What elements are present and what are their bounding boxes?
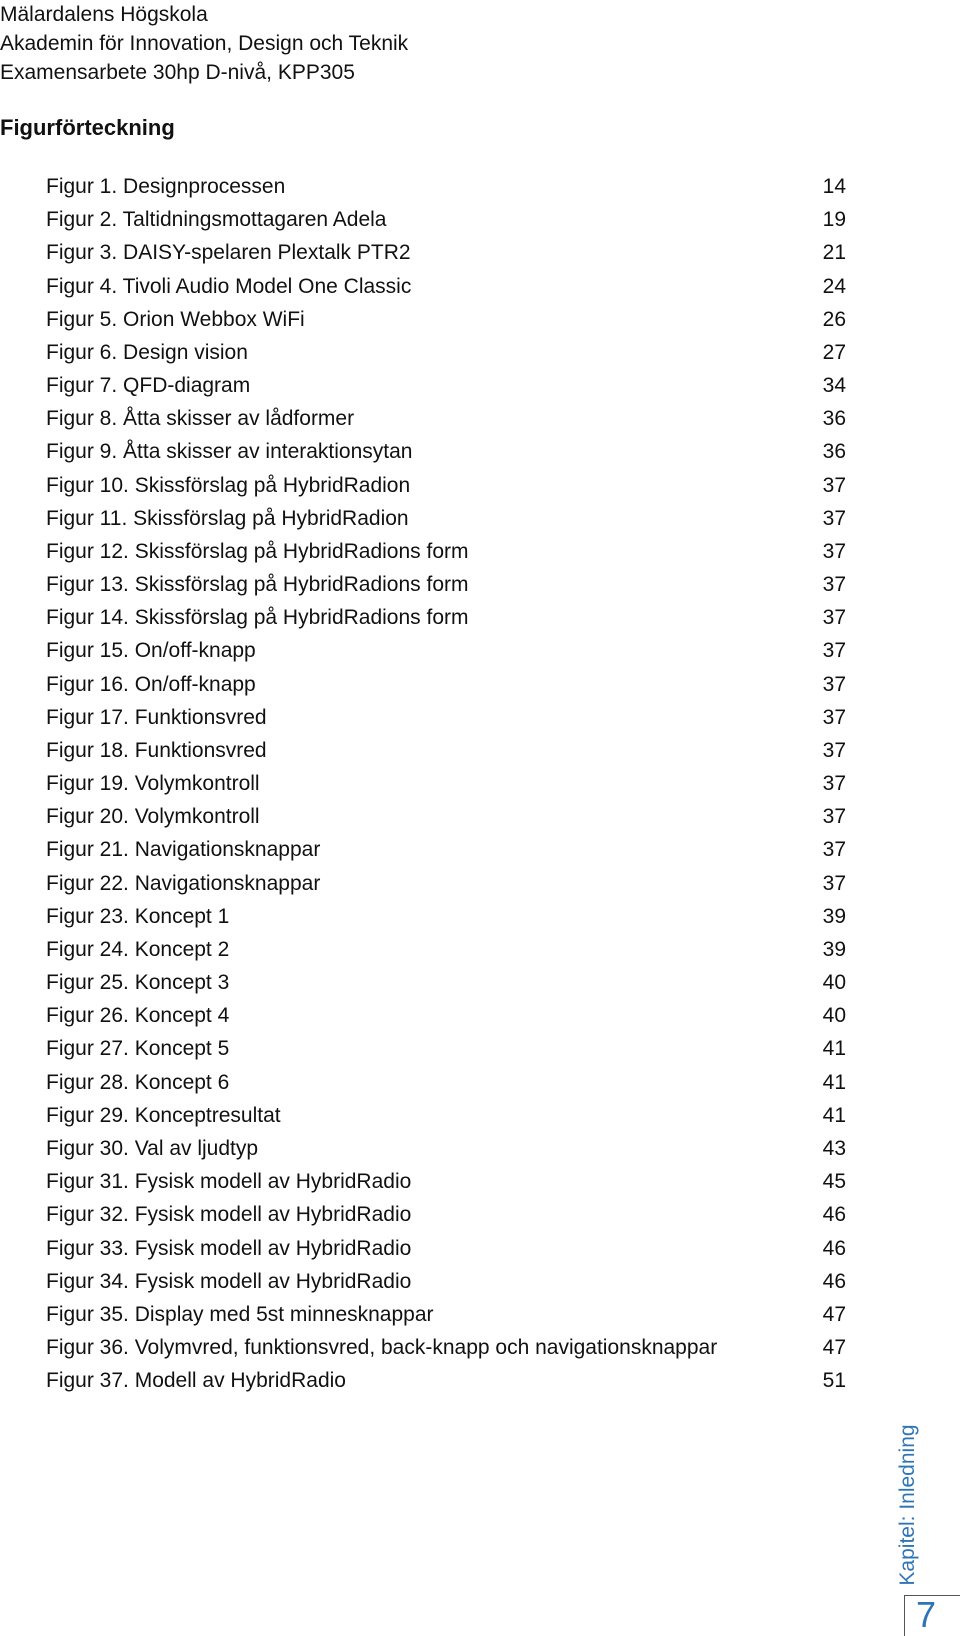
figure-page-number: 40 [822, 971, 846, 995]
header-course: Examensarbete 30hp D-nivå, KPP305 [0, 61, 355, 84]
list-item[interactable] [46, 1364, 846, 1397]
header-department: Akademin för Innovation, Design och Teknik [0, 32, 409, 55]
figure-page-number: 47 [822, 1302, 846, 1326]
figure-page-number: 40 [822, 1004, 846, 1028]
figure-page-number: 34 [822, 374, 846, 398]
figure-page-number: 37 [822, 573, 846, 597]
list-item[interactable] [46, 668, 846, 701]
list-item[interactable] [46, 1032, 846, 1065]
figure-title: Figur 6. Design vision [46, 340, 248, 364]
list-item[interactable] [46, 535, 846, 568]
figure-title: Figur 36. Volymvred, funktionsvred, back-knapp och navigationsknappar [46, 1336, 718, 1360]
figure-page-number: 45 [822, 1170, 846, 1194]
list-item[interactable] [46, 270, 846, 303]
figure-title: Figur 9. Åtta skisser av interaktionsytan [46, 440, 413, 464]
figure-title: Figur 5. Orion Webbox WiFi [46, 307, 305, 331]
list-item[interactable] [46, 402, 846, 435]
list-item[interactable] [46, 601, 846, 634]
figure-list [46, 170, 846, 1397]
figure-page-number: 24 [822, 274, 846, 298]
document-header [0, 0, 408, 87]
figure-page-number: 37 [822, 772, 846, 796]
figure-title: Figur 25. Koncept 3 [46, 971, 230, 995]
figure-title: Figur 34. Fysisk modell av HybridRadio [46, 1269, 412, 1293]
list-item[interactable] [46, 170, 846, 203]
figure-title: Figur 24. Koncept 2 [46, 937, 230, 961]
figure-title: Figur 30. Val av ljudtyp [46, 1136, 259, 1160]
figure-title: Figur 12. Skissförslag på HybridRadions form [46, 539, 469, 563]
figure-page-number: 27 [822, 340, 846, 364]
figure-title: Figur 27. Koncept 5 [46, 1037, 230, 1061]
page-title: Figurförteckning [0, 115, 175, 140]
figure-title: Figur 29. Konceptresultat [46, 1103, 281, 1127]
list-item[interactable] [46, 1331, 846, 1364]
list-item[interactable] [46, 1132, 846, 1165]
figure-page-number: 37 [822, 705, 846, 729]
list-item[interactable] [46, 203, 846, 236]
figure-page-number: 37 [822, 805, 846, 829]
list-item[interactable] [46, 933, 846, 966]
chapter-name: Inledning [896, 1424, 919, 1510]
figure-title: Figur 23. Koncept 1 [46, 904, 230, 928]
figure-page-number: 37 [822, 639, 846, 663]
figure-title: Figur 8. Åtta skisser av lådformer [46, 407, 355, 431]
list-item[interactable] [46, 1298, 846, 1331]
list-item[interactable] [46, 1066, 846, 1099]
figure-title: Figur 28. Koncept 6 [46, 1070, 230, 1094]
figure-page-number: 37 [822, 606, 846, 630]
figure-title: Figur 35. Display med 5st minnesknappar [46, 1302, 434, 1326]
list-item[interactable] [46, 800, 846, 833]
figure-title: Figur 1. Designprocessen [46, 175, 286, 198]
figure-page-number: 46 [822, 1269, 846, 1293]
figure-page-number: 37 [822, 738, 846, 762]
list-item[interactable] [46, 369, 846, 402]
list-item[interactable] [46, 966, 846, 999]
list-item[interactable] [46, 236, 846, 269]
figure-title: Figur 21. Navigationsknappar [46, 838, 321, 862]
figure-title: Figur 19. Volymkontroll [46, 772, 260, 796]
figure-page-number: 51 [822, 1369, 846, 1393]
figure-title: Figur 7. QFD-diagram [46, 374, 251, 398]
figure-title: Figur 14. Skissförslag på HybridRadions form [46, 606, 469, 630]
figure-page-number: 36 [822, 440, 846, 464]
figure-page-number: 41 [822, 1037, 846, 1061]
figure-page-number: 19 [822, 208, 846, 232]
figure-page-number: 37 [822, 506, 846, 530]
list-item[interactable] [46, 1232, 846, 1265]
figure-title: Figur 4. Tivoli Audio Model One Classic [46, 274, 412, 298]
figure-page-number: 21 [822, 241, 846, 265]
list-item[interactable] [46, 568, 846, 601]
figure-title: Figur 16. On/off-knapp [46, 672, 256, 696]
list-item[interactable] [46, 833, 846, 866]
figure-page-number: 47 [822, 1336, 846, 1360]
figure-page-number: 37 [822, 871, 846, 895]
figure-title: Figur 13. Skissförslag på HybridRadions form [46, 573, 469, 597]
figure-page-number: 37 [822, 539, 846, 563]
chapter-prefix: Kapitel: [896, 1509, 919, 1586]
figure-page-number: 26 [822, 307, 846, 331]
figure-title: Figur 3. DAISY-spelaren Plextalk PTR2 [46, 241, 411, 265]
figure-page-number: 46 [822, 1203, 846, 1227]
figure-page-number: 46 [822, 1236, 846, 1260]
figure-title: Figur 31. Fysisk modell av HybridRadio [46, 1170, 412, 1194]
figure-title: Figur 20. Volymkontroll [46, 805, 260, 829]
figure-title: Figur 10. Skissförslag på HybridRadion [46, 473, 411, 497]
footer-vertical-divider [904, 1595, 905, 1636]
list-item[interactable] [46, 900, 846, 933]
list-item[interactable] [46, 303, 846, 336]
list-item[interactable] [46, 336, 846, 369]
list-item[interactable] [46, 1265, 846, 1298]
figure-page-number: 41 [822, 1070, 846, 1094]
list-item[interactable] [46, 1165, 846, 1198]
figure-page-number: 37 [822, 473, 846, 497]
figure-page-number: 37 [822, 838, 846, 862]
figure-title: Figur 11. Skissförslag på HybridRadion [46, 506, 409, 530]
list-item[interactable] [46, 1198, 846, 1231]
figure-title: Figur 37. Modell av HybridRadio [46, 1369, 346, 1393]
list-item[interactable] [46, 999, 846, 1032]
figure-page-number: 41 [822, 1103, 846, 1127]
figure-title: Figur 33. Fysisk modell av HybridRadio [46, 1236, 412, 1260]
list-item[interactable] [46, 634, 846, 667]
figure-title: Figur 26. Koncept 4 [46, 1004, 230, 1028]
list-item[interactable] [46, 734, 846, 767]
figure-title: Figur 32. Fysisk modell av HybridRadio [46, 1203, 412, 1227]
figure-page-number: 14 [822, 175, 846, 198]
figure-page-number: 39 [822, 904, 846, 928]
header-university: Mälardalens Högskola [0, 3, 208, 26]
page-number: 7 [916, 1594, 937, 1635]
list-item[interactable] [46, 1099, 846, 1132]
list-item[interactable] [46, 767, 846, 800]
figure-page-number: 37 [822, 672, 846, 696]
figure-title: Figur 22. Navigationsknappar [46, 871, 321, 895]
figure-page-number: 43 [822, 1136, 846, 1160]
list-item[interactable] [46, 867, 846, 900]
list-item[interactable] [46, 502, 846, 535]
figure-title: Figur 17. Funktionsvred [46, 705, 267, 729]
figure-page-number: 36 [822, 407, 846, 431]
figure-title: Figur 18. Funktionsvred [46, 738, 267, 762]
chapter-label [895, 1424, 921, 1585]
figure-page-number: 39 [822, 937, 846, 961]
list-item[interactable] [46, 469, 846, 502]
figure-title: Figur 15. On/off-knapp [46, 639, 256, 663]
figure-title: Figur 2. Taltidningsmottagaren Adela [46, 208, 387, 232]
list-item[interactable] [46, 701, 846, 734]
list-item[interactable] [46, 435, 846, 468]
